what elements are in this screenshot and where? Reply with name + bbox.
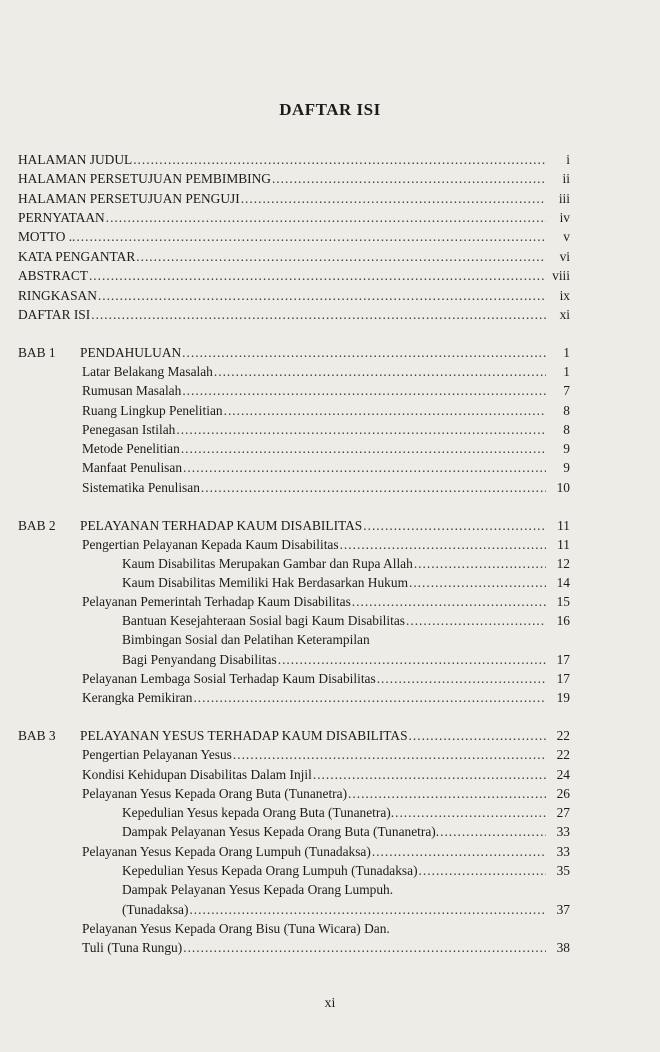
toc-subentry: Bantuan Kesejahteraan Sosial bagi Kaum Disabilitas ..... 16: [122, 613, 570, 629]
toc-entry: Sistematika Penulisan ..... 10: [82, 480, 570, 496]
toc-subentry: Kaum Disabilitas Memiliki Hak Berdasarkan Hukum ..... 14: [122, 575, 570, 591]
toc-entry-ringkasan: RINGKASAN ..... ix: [18, 288, 570, 304]
chapter-heading: BAB 3 PELAYANAN YESUS TERHADAP KAUM DISABILITAS ..... 22: [18, 728, 570, 744]
toc-subentry: Dampak Pelayanan Yesus Kepada Orang Lumpuh.: [122, 882, 394, 897]
dot-leader: [352, 594, 546, 610]
dot-leader: [224, 403, 546, 419]
toc-entry: Kerangka Pemikiran ..... 19: [82, 690, 570, 706]
dot-leader: [214, 364, 546, 380]
toc-entry-halaman-judul: HALAMAN JUDUL ..... i: [18, 152, 570, 168]
chapter-heading: BAB 2 PELAYANAN TERHADAP KAUM DISABILITAS ..... 11: [18, 518, 570, 534]
page-title: DAFTAR ISI: [279, 100, 381, 119]
chapter-number: BAB 2: [18, 518, 56, 533]
dot-leader: [183, 460, 546, 476]
toc-entry: Tuli (Tuna Rungu) ..... 38: [82, 940, 570, 956]
dot-leader: [136, 249, 546, 265]
toc-subentry: Bagi Penyandang Disabilitas ..... 17: [122, 652, 570, 668]
dot-leader: [201, 480, 546, 496]
dot-leader: [340, 537, 546, 553]
toc-entry: Pengertian Pelayanan Kepada Kaum Disabilitas ..... 11: [82, 537, 570, 553]
dot-leader: [176, 422, 546, 438]
toc-entry: Latar Belakang Masalah ..... 1: [82, 364, 570, 380]
toc-entry-daftar-isi: DAFTAR ISI ..... xi: [18, 307, 570, 323]
dot-leader: [241, 191, 546, 207]
dot-leader: [106, 210, 546, 226]
toc-entry: Pengertian Pelayanan Yesus ..... 22: [82, 747, 570, 763]
toc-entry: Kondisi Kehidupan Disabilitas Dalam Injil ..... 24: [82, 767, 570, 783]
dot-leader: [233, 747, 546, 763]
dot-leader: [419, 863, 546, 879]
dot-leader: [89, 268, 546, 284]
toc-subentry: Kaum Disabilitas Merupakan Gambar dan Rupa Allah ..... 12: [122, 556, 570, 572]
dot-leader: [406, 613, 546, 629]
dot-leader: [313, 767, 546, 783]
dot-leader: [183, 940, 546, 956]
dot-leader: [348, 786, 546, 802]
dot-leader: [182, 383, 546, 399]
dot-leader: [409, 575, 546, 591]
dot-leader: [414, 556, 546, 572]
toc-entry: Ruang Lingkup Penelitian ..... 8: [82, 403, 570, 419]
toc-entry-motto: MOTTO .. ..... v: [18, 229, 570, 245]
dot-leader: [372, 844, 546, 860]
dot-leader: [189, 902, 546, 918]
dot-leader: [440, 824, 546, 840]
chapter-heading: BAB 1 PENDAHULUAN ..... 1: [18, 345, 570, 361]
toc-subentry: Kepedulian Yesus kepada Orang Buta (Tunanetra). ..... 27: [122, 805, 570, 821]
chapter-number: BAB 1: [18, 345, 56, 360]
dot-leader: [76, 229, 546, 245]
chapter-number: BAB 3: [18, 728, 56, 743]
dot-leader: [91, 307, 546, 323]
dot-leader: [363, 518, 546, 534]
dot-leader: [272, 171, 546, 187]
toc-entry-persetujuan-penguji: HALAMAN PERSETUJUAN PENGUJI ..... iii: [18, 191, 570, 207]
dot-leader: [409, 728, 546, 744]
toc-entry: Pelayanan Yesus Kepada Orang Lumpuh (Tunadaksa) ..... 33: [82, 844, 570, 860]
dot-leader: [182, 345, 546, 361]
dot-leader: [98, 288, 546, 304]
toc-entry: Pelayanan Lembaga Sosial Terhadap Kaum Disabilitas ..... 17: [82, 671, 570, 687]
toc-entry-abstract: ABSTRACT ..... viii: [18, 268, 570, 284]
toc-entry: Pelayanan Pemerintah Terhadap Kaum Disabilitas ..... 15: [82, 594, 570, 610]
toc-entry: Rumusan Masalah ..... 7: [82, 383, 570, 399]
toc-entry: Manfaat Penulisan ..... 9: [82, 460, 570, 476]
dot-leader: [181, 441, 546, 457]
toc-entry: Pelayanan Yesus Kepada Orang Bisu (Tuna Wicara) Dan.: [82, 921, 390, 936]
toc-entry-pernyataan: PERNYATAAN ..... iv: [18, 210, 570, 226]
toc-entry-persetujuan-pembimbing: HALAMAN PERSETUJUAN PEMBIMBING ..... ii: [18, 171, 570, 187]
toc-subentry: Kepedulian Yesus Kepada Orang Lumpuh (Tunadaksa) ..... 35: [122, 863, 570, 879]
toc-entry: Pelayanan Yesus Kepada Orang Buta (Tunanetra) ..... 26: [82, 786, 570, 802]
toc-subentry: (Tunadaksa) ..... 37: [122, 902, 570, 918]
toc-entry: Penegasan Istilah ..... 8: [82, 422, 570, 438]
toc-subentry: Dampak Pelayanan Yesus Kepada Orang Buta (Tunanetra). ..... 33: [122, 824, 570, 840]
dot-leader: [278, 652, 546, 668]
toc-entry: Metode Penelitian ..... 9: [82, 441, 570, 457]
dot-leader: [377, 671, 546, 687]
page-number: xi: [324, 996, 336, 1011]
dot-leader: [133, 152, 546, 168]
toc-entry-kata-pengantar: KATA PENGANTAR ..... vi: [18, 249, 570, 265]
dot-leader: [395, 805, 546, 821]
toc-subentry: Bimbingan Sosial dan Pelatihan Keterampilan: [122, 632, 370, 647]
dot-leader: [193, 690, 546, 706]
